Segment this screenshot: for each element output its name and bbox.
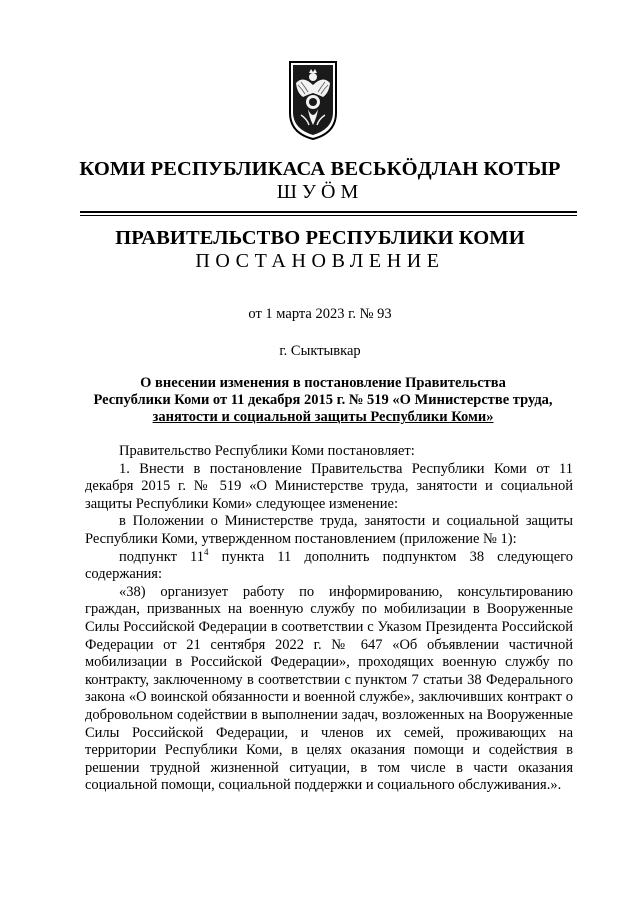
russian-government-title: ПРАВИТЕЛЬСТВО РЕСПУБЛИКИ КОМИ (115, 227, 525, 249)
subitem-text-post: пункта 11 дополнить подпунктом 38 следующего содержания: (85, 548, 573, 583)
document-body (85, 443, 573, 795)
body-paragraph-amendment: «38) организует работу по информированию, консультированию граждан, призванных на военную службу по мобилизации в Вооруженные Силы Российской Федерации в соответствии с Указом Президента Российской Федерации от 21 сентября 2022 г. № 647 «Об объявлении частичной мобилизации в Российской Федерации», проходящих военную службу по контракту, заключенному в соответствии с пунктом 7 статьи 38 Федерального закона «О воинской обязанности и военной службе», заключивших контракт о добровольном содействии в выполнении задач, возложенных на Вооруженные Силы Российской Федерации, и членов их семей, проживающих на территории Республики Коми, в целях оказания помощи и содействия в решении трудной жизненной ситуации, в том числе в части оказания социальной помощи, социальной поддержки и социального обслуживания.». (85, 583, 573, 794)
header-divider-thin (80, 215, 577, 216)
header-divider-thick (80, 211, 577, 213)
russian-document-type: ПОСТАНОВЛЕНИЕ (195, 250, 445, 272)
document-title (82, 375, 564, 427)
title-line-2: Республики Коми от 11 декабря 2015 г. № 519 «О Министерстве труда, (93, 392, 553, 409)
komi-document-type: ШУӦМ (276, 181, 364, 203)
body-paragraph-preamble: Правительство Республики Коми постановляет: (119, 443, 415, 459)
subitem-text-pre: подпункт 11 (119, 548, 204, 565)
subitem-superscript: 4 (204, 546, 209, 557)
document-city: г. Сыктывкар (279, 343, 361, 359)
document-date-number: от 1 марта 2023 г. № 93 (248, 306, 392, 322)
body-paragraph-subitem (85, 546, 573, 584)
title-line-1: О внесении изменения в постановление Правительства (140, 375, 506, 391)
body-paragraph-regulation: в Положении о Министерстве труда, занятости и социальной защиты Республики Коми, утвержденном постановлением (приложение № 1): (85, 513, 573, 547)
komi-government-title: КОМИ РЕСПУБЛИКАСА ВЕСЬКӦДЛАН КОТЫР (79, 158, 561, 180)
title-line-3: занятости и социальной защиты Республики Коми» (152, 409, 494, 426)
body-paragraph-item-1: 1. Внести в постановление Правительства Республики Коми от 11 декабря 2015 г. № 519 «О Министерстве труда, занятости и социальной защиты Республики Коми» следующее изменение: (85, 460, 573, 512)
komi-coat-of-arms-icon (287, 59, 339, 141)
